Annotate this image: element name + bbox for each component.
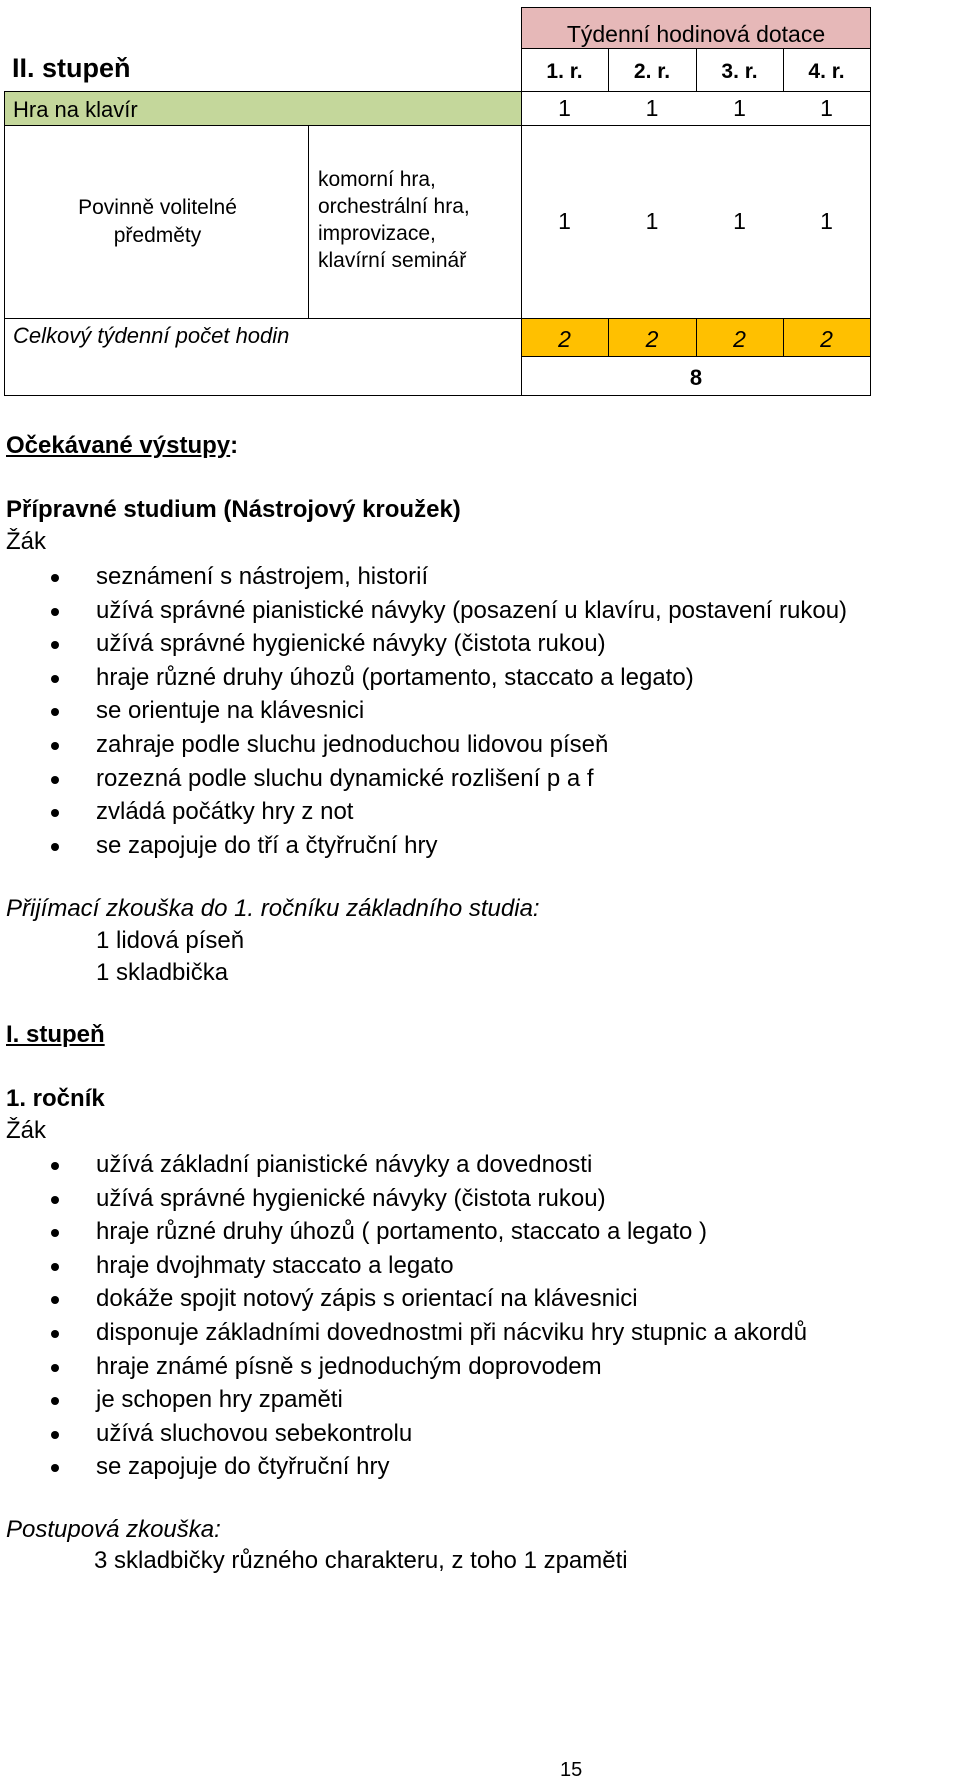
prep-heading: Přípravné studium (Nástrojový kroužek) [6,496,461,523]
entrance-line: 1 skladbička [96,959,229,986]
stage1-heading: I. stupeň [6,1021,105,1048]
subject-value: 1 [645,95,659,121]
year-header: 3. r. [721,60,758,83]
total-value: 2 [558,326,571,352]
total-value: 2 [733,326,746,352]
subject-label: Hra na klavír [13,97,138,122]
elective-value: 1 [558,208,571,234]
year-header: 1. r. [546,60,583,83]
total-label: Celkový týdenní počet hodin [13,323,290,348]
total-value: 2 [820,326,833,352]
table-header-title: Týdenní hodinová dotace [566,20,826,47]
progress-exam-heading: Postupová zkouška: [6,1516,221,1543]
total-sum: 8 [689,365,703,390]
elective-value: 1 [820,208,833,234]
progress-exam-line: 3 skladbičky různého charakteru, z toho 1 zpaměti [94,1547,628,1574]
page-number: 15 [560,1759,583,1781]
year-header: 2. r. [633,60,671,83]
elective-label: Povinně volitelné předměty [78,196,237,247]
subject-value: 1 [733,95,746,121]
subject-value: 1 [558,95,571,121]
entrance-heading: Přijímací zkouška do 1. ročníku základního studia: [6,895,540,922]
elective-value: 1 [733,208,746,234]
stage1-subject: Žák [6,1117,47,1144]
entrance-line: 1 lidová píseň [96,927,245,954]
subject-value: 1 [820,95,833,121]
elective-value: 1 [645,208,659,234]
prep-subject: Žák [6,528,47,555]
year-header: 4. r. [808,60,845,83]
elective-subjects: komorní hra, orchestrální hra, improvizace, klavírní seminář [318,168,470,272]
stage-label: II. stupeň [12,53,131,83]
grade-heading: 1. ročník [6,1085,105,1112]
total-value: 2 [645,326,659,352]
outputs-heading: Očekávané výstupy: [6,432,239,459]
